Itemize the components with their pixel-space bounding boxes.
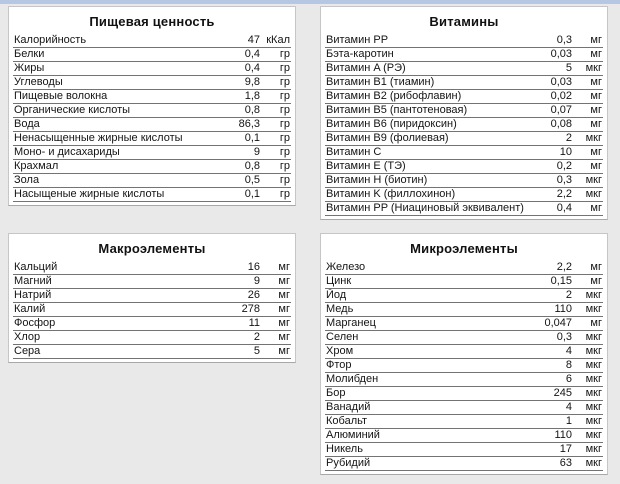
row-value: 0,15 [550, 275, 572, 287]
row-value: 16 [247, 261, 260, 273]
top-accent-strip [0, 0, 620, 4]
row-label: Витамин B1 (тиамин) [326, 76, 435, 88]
row-label: Йод [326, 289, 347, 301]
row-value: 2,2 [556, 188, 572, 200]
panel-food-value [8, 6, 296, 206]
row-label: Фосфор [14, 317, 56, 329]
row-unit: мг [590, 160, 602, 172]
row-unit: мкг [585, 289, 602, 301]
panel-microelements [320, 233, 608, 475]
row-unit: мкг [585, 188, 602, 200]
row-unit: мг [278, 331, 290, 343]
row-unit: мкг [585, 373, 602, 385]
table-row [325, 174, 603, 188]
row-label: Молибден [326, 373, 379, 385]
row-unit: мкг [585, 457, 602, 469]
table-row [325, 359, 603, 373]
table-row [325, 457, 603, 471]
row-value: 2 [565, 289, 572, 301]
table-row [13, 76, 291, 90]
table-title-microelements: Микроэлементы [410, 241, 518, 256]
table-row [325, 317, 603, 331]
table-row [13, 34, 291, 48]
row-unit: гр [279, 132, 290, 144]
row-label: Бор [326, 387, 346, 399]
row-unit: мкг [585, 429, 602, 441]
row-unit: мг [590, 48, 602, 60]
row-label: Витамин B2 (рибофлавин) [326, 90, 462, 102]
row-label: Витамин A (РЭ) [326, 62, 406, 74]
row-label: Алюминий [326, 429, 380, 441]
row-label: Витамин PP [326, 34, 389, 46]
row-value: 47 [247, 34, 260, 46]
row-label: Железо [326, 261, 366, 273]
row-value: 0,08 [550, 118, 572, 130]
row-value: 6 [565, 373, 572, 385]
row-value: 0,1 [244, 132, 260, 144]
row-value: 9 [253, 275, 260, 287]
table-row [325, 34, 603, 48]
table-row [325, 303, 603, 317]
row-value: 110 [554, 303, 572, 315]
row-value: 0,3 [556, 174, 572, 186]
row-value: 110 [554, 429, 572, 441]
table-rows-food-value [13, 34, 291, 202]
row-unit: мг [278, 345, 290, 357]
row-unit: мг [590, 261, 602, 273]
row-value: 17 [559, 443, 572, 455]
table-row [325, 261, 603, 275]
table-row [13, 345, 291, 359]
row-unit: мкг [585, 359, 602, 371]
row-label: Насыщеные жирные кислоты [14, 188, 165, 200]
row-value: 245 [553, 387, 572, 399]
row-value: 278 [241, 303, 260, 315]
row-value: 26 [247, 289, 260, 301]
row-label: Натрий [14, 289, 52, 301]
row-label: Витамин PP (Ниациновый эквивалент) [326, 202, 524, 214]
row-label: Белки [14, 48, 45, 60]
row-unit: мкг [585, 62, 602, 74]
panel-vitamins [320, 6, 608, 220]
row-label: Витамин B5 (пантотеновая) [326, 104, 468, 116]
row-label: Калорийность [14, 34, 87, 46]
row-label: Медь [326, 303, 354, 315]
row-unit: мг [590, 275, 602, 287]
table-row [13, 132, 291, 146]
row-label: Сера [14, 345, 41, 357]
row-unit: мг [590, 317, 602, 329]
row-value: 1,8 [244, 90, 260, 102]
row-value: 4 [565, 345, 572, 357]
row-label: Углеводы [14, 76, 63, 88]
table-row [13, 104, 291, 118]
table-row [13, 48, 291, 62]
row-label: Цинк [326, 275, 352, 287]
row-value: 0,047 [544, 317, 572, 329]
row-unit: гр [279, 90, 290, 102]
row-unit: гр [279, 48, 290, 60]
row-unit: мкг [585, 387, 602, 399]
table-row [13, 275, 291, 289]
row-value: 5 [565, 62, 572, 74]
row-unit: мг [590, 76, 602, 88]
row-label: Витамин E (ТЭ) [326, 160, 406, 172]
row-value: 11 [248, 317, 260, 329]
row-unit: кКал [266, 34, 290, 46]
table-row [325, 118, 603, 132]
row-value: 0,03 [550, 48, 572, 60]
row-label: Селен [326, 331, 359, 343]
row-unit: мг [278, 261, 290, 273]
row-label: Крахмал [14, 160, 59, 172]
table-row [13, 331, 291, 345]
table-row [325, 429, 603, 443]
table-row [325, 331, 603, 345]
row-label: Витамин K (филлохинон) [326, 188, 456, 200]
row-label: Органические кислоты [14, 104, 131, 116]
row-label: Жиры [14, 62, 45, 74]
table-row [13, 146, 291, 160]
row-label: Моно- и дисахариды [14, 146, 120, 158]
row-unit: мг [278, 289, 290, 301]
row-unit: гр [279, 160, 290, 172]
table-row [325, 76, 603, 90]
table-row [13, 160, 291, 174]
row-label: Витамин H (биотин) [326, 174, 428, 186]
row-value: 0,07 [550, 104, 572, 116]
table-row [325, 443, 603, 457]
row-label: Кальций [14, 261, 58, 273]
row-unit: гр [279, 76, 290, 88]
row-label: Зола [14, 174, 40, 186]
row-unit: гр [279, 146, 290, 158]
row-unit: мкг [585, 303, 602, 315]
row-label: Кобальт [326, 415, 368, 427]
table-row [325, 373, 603, 387]
row-value: 2 [565, 132, 572, 144]
row-value: 0,4 [244, 48, 260, 60]
row-value: 0,4 [244, 62, 260, 74]
row-value: 0,8 [244, 104, 260, 116]
table-title-food-value: Пищевая ценность [89, 14, 215, 29]
table-row [325, 387, 603, 401]
table-row [325, 160, 603, 174]
row-label: Марганец [326, 317, 376, 329]
row-unit: мкг [585, 443, 602, 455]
row-label: Ванадий [326, 401, 371, 413]
table-rows-vitamins [325, 34, 603, 216]
row-unit: мкг [585, 174, 602, 186]
row-unit: мг [590, 34, 602, 46]
table-row [13, 90, 291, 104]
row-unit: мкг [585, 345, 602, 357]
table-row [13, 303, 291, 317]
row-label: Калий [14, 303, 46, 315]
row-unit: мкг [585, 415, 602, 427]
table-rows-microelements [325, 261, 603, 471]
table-row [325, 146, 603, 160]
table-row [325, 48, 603, 62]
table-row [325, 401, 603, 415]
row-label: Витамин C [326, 146, 382, 158]
row-value: 0,02 [550, 90, 572, 102]
row-unit: гр [279, 104, 290, 116]
row-label: Магний [14, 275, 52, 287]
row-value: 8 [565, 359, 572, 371]
row-unit: мг [590, 118, 602, 130]
row-value: 2 [253, 331, 260, 343]
row-unit: гр [279, 118, 290, 130]
row-label: Хлор [14, 331, 41, 343]
table-row [13, 317, 291, 331]
table-row [325, 104, 603, 118]
row-unit: мг [590, 104, 602, 116]
row-unit: гр [279, 188, 290, 200]
table-row [13, 118, 291, 132]
table-row [325, 289, 603, 303]
row-value: 0,03 [550, 76, 572, 88]
row-label: Ненасыщенные жирные кислоты [14, 132, 183, 144]
row-label: Никель [326, 443, 363, 455]
row-unit: мг [278, 317, 290, 329]
row-value: 2,2 [556, 261, 572, 273]
row-unit: мг [590, 202, 602, 214]
table-row [325, 62, 603, 76]
row-value: 9 [253, 146, 260, 158]
row-value: 86,3 [238, 118, 260, 130]
row-value: 0,4 [556, 202, 572, 214]
table-row [13, 261, 291, 275]
table-row [13, 174, 291, 188]
table-row [325, 188, 603, 202]
table-row [325, 90, 603, 104]
row-label: Хром [326, 345, 354, 357]
table-row [325, 132, 603, 146]
row-value: 9,8 [244, 76, 260, 88]
row-value: 0,5 [244, 174, 260, 186]
table-row [325, 275, 603, 289]
row-unit: мг [590, 90, 602, 102]
row-unit: мкг [585, 132, 602, 144]
row-unit: гр [279, 174, 290, 186]
table-row [13, 62, 291, 76]
table-row [325, 345, 603, 359]
row-label: Витамин B9 (фолиевая) [326, 132, 449, 144]
row-unit: мг [278, 303, 290, 315]
row-unit: мг [590, 146, 602, 158]
row-value: 0,3 [556, 331, 572, 343]
row-unit: мкг [585, 331, 602, 343]
row-value: 1 [565, 415, 572, 427]
row-value: 5 [253, 345, 260, 357]
table-row [13, 188, 291, 202]
table-row [325, 202, 603, 216]
row-value: 0,1 [244, 188, 260, 200]
row-unit: гр [279, 62, 290, 74]
table-rows-macroelements [13, 261, 291, 359]
row-value: 4 [565, 401, 572, 413]
row-value: 10 [559, 146, 572, 158]
row-label: Вода [14, 118, 40, 130]
table-title-macroelements: Макроэлементы [98, 241, 206, 256]
row-value: 0,8 [244, 160, 260, 172]
row-value: 0,2 [556, 160, 572, 172]
row-label: Бэта-каротин [326, 48, 394, 60]
table-title-vitamins: Витамины [429, 14, 499, 29]
table-row [13, 289, 291, 303]
panel-macroelements [8, 233, 296, 363]
row-unit: мг [278, 275, 290, 287]
row-label: Пищевые волокна [14, 90, 108, 102]
row-label: Витамин B6 (пиридоксин) [326, 118, 457, 130]
row-label: Рубидий [326, 457, 371, 469]
row-unit: мкг [585, 401, 602, 413]
row-value: 63 [559, 457, 572, 469]
row-label: Фтор [326, 359, 352, 371]
table-row [325, 415, 603, 429]
row-value: 0,3 [556, 34, 572, 46]
